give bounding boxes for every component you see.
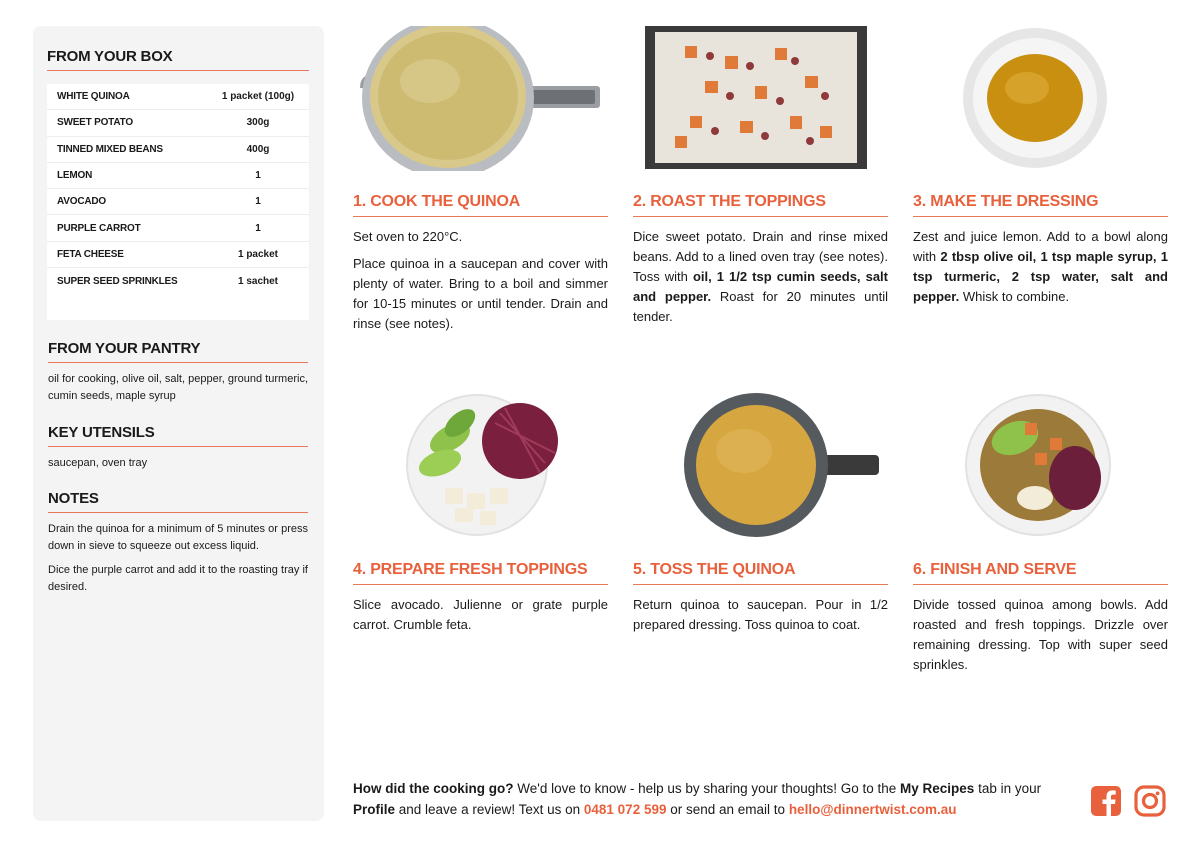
step-3-title: 3. MAKE THE DRESSING <box>913 193 1168 217</box>
step-6 <box>913 561 1168 682</box>
note-item: Drain the quinoa for a minimum of 5 minutes or press down in sieve to squeeze out excess liquid. <box>48 523 308 552</box>
feedback-question: How did the cooking go? <box>353 781 514 796</box>
facebook-icon[interactable] <box>1090 785 1122 817</box>
quinoa-saucepan-photo <box>684 393 880 538</box>
ingredient-row <box>47 163 309 189</box>
pantry-section <box>48 340 308 412</box>
ingredient-row <box>47 110 309 136</box>
ingredient-qty: 400g <box>246 143 270 155</box>
step-5-body <box>633 595 888 635</box>
ingredient-qty: 300g <box>246 117 270 129</box>
notes-title: NOTES <box>48 490 308 513</box>
step-6-body <box>913 595 1168 675</box>
feedback-text-4: or send an email to <box>666 802 789 817</box>
step-1-text-2: Place quinoa in a saucepan and cover with plenty of water. Bring to a boil and simmer for 10-15 minutes or until tender. Drain and rinse (see notes). <box>353 256 608 331</box>
step-1 <box>353 193 608 341</box>
ingredient-row <box>47 137 309 163</box>
from-your-box-section <box>47 48 309 320</box>
ingredient-row <box>47 242 309 268</box>
ingredient-row <box>47 84 309 110</box>
ingredient-qty: 1 <box>255 170 261 182</box>
ingredient-qty: 1 <box>255 222 261 234</box>
utensils-section <box>48 424 308 479</box>
ingredient-qty: 1 sachet <box>237 275 279 287</box>
from-your-box-title: FROM YOUR BOX <box>47 48 309 71</box>
notes-section <box>48 490 308 603</box>
utensils-text <box>48 455 308 472</box>
dressing-bowl-photo <box>962 26 1108 169</box>
step-2-text <box>633 227 888 327</box>
step-4 <box>353 561 608 642</box>
my-recipes-label: My Recipes <box>900 781 975 796</box>
step-4-title: 4. PREPARE FRESH TOPPINGS <box>353 561 608 585</box>
ingredient-name: FETA CHEESE <box>57 248 124 260</box>
step-6-title: 6. FINISH AND SERVE <box>913 561 1168 585</box>
ingredient-name: TINNED MIXED BEANS <box>57 143 163 155</box>
feedback-text-1: We'd love to know - help us by sharing your thoughts! Go to the <box>513 781 901 796</box>
step-2-text-b: Roast for 20 minutes until tender. <box>633 289 888 324</box>
step-1-text-1: Set oven to 220°C. <box>353 229 463 244</box>
ingredient-qty: 1 packet <box>237 248 279 260</box>
step-5-text: Return quinoa to saucepan. Pour in 1/2 prepared dressing. Toss quinoa to coat. <box>633 597 888 632</box>
quinoa-sieve-photo <box>360 26 605 171</box>
step-2-bold: oil, 1 1/2 tsp cumin seeds, salt and pepper. <box>633 269 888 304</box>
utensils-title: KEY UTENSILS <box>48 424 308 447</box>
roasting-tray-photo <box>645 26 867 169</box>
instagram-icon[interactable] <box>1134 785 1166 817</box>
phone-number-link[interactable]: 0481 072 599 <box>583 802 667 817</box>
ingredient-qty: 1 packet (100g) <box>221 91 295 103</box>
notes-text <box>48 521 308 596</box>
step-4-text: Slice avocado. Julienne or grate purple carrot. Crumble feta. <box>353 597 608 632</box>
ingredient-name: SUPER SEED SPRINKLES <box>57 275 178 287</box>
step-3-text <box>913 227 1168 307</box>
ingredient-row <box>47 215 309 241</box>
ingredient-qty: 1 <box>255 196 261 208</box>
pantry-list: oil for cooking, olive oil, salt, pepper, ground turmeric, cumin seeds, maple syrup <box>48 373 308 402</box>
ingredient-table <box>47 84 309 320</box>
step-5-title: 5. TOSS THE QUINOA <box>633 561 888 585</box>
utensils-list: saucepan, oven tray <box>48 457 148 469</box>
step-4-body <box>353 595 608 635</box>
feedback-text-2: tab in your <box>974 781 1042 796</box>
step-3-bold: 2 tbsp olive oil, 1 tsp maple syrup, 1 tsp turmeric, 2 tsp water, salt and pepper. <box>913 249 1168 304</box>
sidebar <box>33 26 324 821</box>
step-3-text-b: Whisk to combine. <box>959 289 1070 304</box>
step-3 <box>913 193 1168 314</box>
ingredient-name: SWEET POTATO <box>57 117 133 129</box>
step-3-body <box>913 227 1168 307</box>
step-2 <box>633 193 888 334</box>
step-5 <box>633 561 888 642</box>
ingredient-name: WHITE QUINOA <box>57 91 130 103</box>
fresh-toppings-photo <box>405 393 560 538</box>
ingredient-name: LEMON <box>57 170 93 182</box>
step-3-text-a: Zest and juice lemon. Add to a bowl along with <box>913 229 1168 264</box>
feedback-text-3: and leave a review! Text us on <box>395 802 584 817</box>
ingredient-name: PURPLE CARROT <box>57 222 141 234</box>
serving-bowl-photo <box>965 393 1113 538</box>
step-1-title: 1. COOK THE QUINOA <box>353 193 608 217</box>
feedback-footer <box>353 778 1073 820</box>
step-6-text: Divide tossed quinoa among bowls. Add roasted and fresh toppings. Drizzle over remaining dressing. Top with super seed sprinkles. <box>913 597 1168 672</box>
step-2-body <box>633 227 888 327</box>
ingredient-row <box>47 268 309 294</box>
step-1-body <box>353 227 608 334</box>
profile-label: Profile <box>353 802 396 817</box>
note-item: Dice the purple carrot and add it to the roasting tray if desired. <box>48 564 308 593</box>
pantry-title: FROM YOUR PANTRY <box>48 340 308 363</box>
step-2-text-a: Dice sweet potato. Drain and rinse mixed beans. Add to a lined oven tray (see notes). Toss with <box>633 229 888 284</box>
ingredient-row <box>47 189 309 215</box>
email-link[interactable]: hello@dinnertwist.com.au <box>788 802 957 817</box>
pantry-text <box>48 371 308 405</box>
ingredient-name: AVOCADO <box>57 196 106 208</box>
step-2-title: 2. ROAST THE TOPPINGS <box>633 193 888 217</box>
